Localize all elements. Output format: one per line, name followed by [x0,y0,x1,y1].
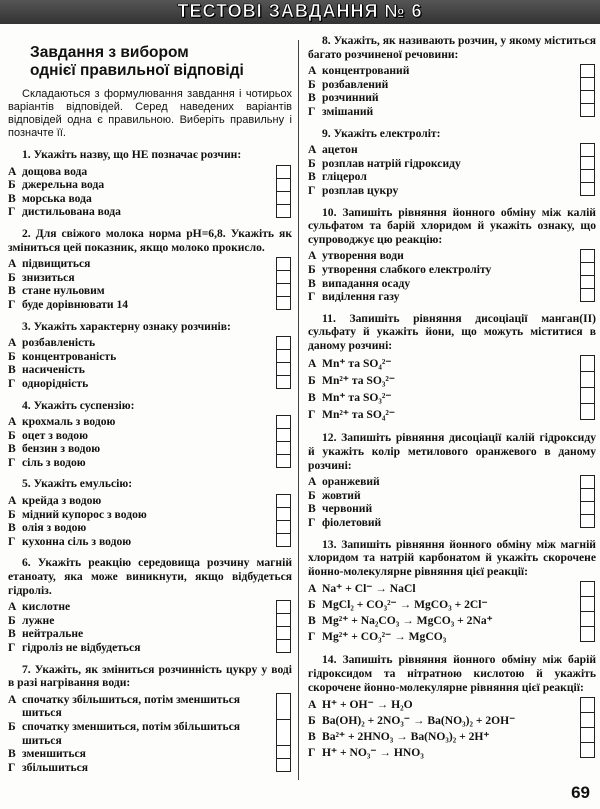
question-text: 6. Укажіть реакцію середовища розчину магній етаноату, яка може виникнути, якщо відбудеться гідроліз. [8,556,292,597]
answer-checkbox-a[interactable] [276,600,291,614]
answer-checkbox-d[interactable] [276,639,291,653]
question-2 [8,227,292,312]
section-intro: Складаються з формулювання завдання і чотирьох варіантів відповідей. Серед наведених варіантів відповідей одна є правильною. Виберіть правильну і позначте її. [8,88,292,139]
answer-checkbox-d[interactable] [276,454,291,468]
answer-checkbox-d[interactable] [580,742,595,758]
question-12 [308,431,596,529]
answer-option-d: Г сіль з водою [8,455,86,469]
answer-checkbox-d[interactable] [580,288,595,302]
answer-checkbox-d[interactable] [580,103,595,117]
answer-checkbox-a[interactable] [276,494,291,508]
answer-option-a: А ацетон [308,143,358,157]
question-text: 12. Запишіть рівняння дисоціації калій гідроксиду й укажіть колір метилового оранжевого в даному розчині: [308,431,596,472]
question-1 [8,148,292,219]
answer-option-b: Б Mn²⁺ та SO₃²⁻ [308,374,395,388]
answer-checkbox-a[interactable] [276,257,291,271]
answer-checkbox-a[interactable] [580,697,595,713]
answer-option-d: Г змішаний [308,104,374,118]
answer-checkbox-d[interactable] [276,758,291,772]
answer-option-b: Б Ba(OH)₂ + 2NO₃⁻ → Ba(NO₃)₂ + 2OH⁻ [308,714,516,728]
answer-checkbox-b[interactable] [580,596,595,612]
answer-checkbox-c[interactable] [580,501,595,515]
answer-checkbox-c[interactable] [276,362,291,376]
answer-option-d: Г буде дорівнювати 14 [8,297,129,311]
question-text: 14. Запишіть рівняння йонного обміну між барій гідроксидом та нітратною кислотою й укажіть скорочене йонно-молекулярне рівняння цієї реакції: [308,653,596,694]
answer-checkbox-b[interactable] [580,712,595,728]
answer-checkbox-d[interactable] [580,514,595,528]
answer-checkbox-b[interactable] [580,488,595,502]
answer-option-b: Б знизиться [8,270,75,284]
answer-option-d: Г Mg²⁺ + CO₃²⁻ → MgCO₃ [308,630,447,644]
answer-option-b: Б мідний купорос з водою [8,507,147,521]
answer-checkbox-a[interactable] [580,64,595,78]
answer-checkbox-b[interactable] [276,507,291,521]
answer-checkbox-a[interactable] [580,249,595,263]
answer-option-c: В червоний [308,502,373,516]
answer-option-d: Г виділення газу [308,290,400,304]
question-text: 10. Запишіть рівняння йонного обміну між калій сульфатом та барій хлоридом й укажіть ознаку, що супроводжує цю реакцію: [308,205,596,246]
answer-checkbox-c[interactable] [276,626,291,640]
page-title: ТЕСТОВІ ЗАВДАННЯ № 6 [177,1,423,21]
answer-option-d: Г розплав цукру [308,183,399,197]
answer-checkbox-a[interactable] [580,143,595,157]
answer-option-b: Б лужне [8,613,55,627]
answer-checkbox-c[interactable] [276,441,291,455]
question-5 [8,477,292,548]
answer-option-c: В розчинний [308,91,379,105]
answer-checkbox-c[interactable] [580,727,595,743]
page-number: 69 [571,783,590,802]
answer-option-d: Г фіолетовий [308,516,382,530]
answer-option-a: А розбавленість [8,336,96,350]
question-6 [8,556,292,654]
answer-option-a: А Na⁺ + Cl⁻ → NaCl [308,582,416,596]
answer-option-c: В Mg²⁺ + Na₂CO₃ → MgCO₃ + 2Na⁺ [308,614,493,628]
question-10 [308,206,596,304]
answer-checkbox-b[interactable] [580,77,595,91]
answer-checkbox-b[interactable] [276,270,291,284]
question-4 [8,399,292,470]
question-text: 8. Укажіть, як називають розчин, у якому міститься багато розчиненої речовини: [308,34,596,61]
answer-option-a: А концентрований [308,64,410,78]
answer-option-b: Б MgCl₂ + CO₃²⁻ → MgCO₃ + 2Cl⁻ [308,598,488,612]
question-13 [308,538,596,646]
section-title: Завдання з вибором однієї правильної відповіді [30,44,244,79]
answer-option-d: Г H⁺ + NO₃⁻ → HNO₃ [308,746,424,760]
answer-checkbox-d[interactable] [276,204,291,218]
answer-option-b: Б розбавлений [308,77,389,91]
answer-checkbox-d[interactable] [276,375,291,389]
answer-option-a: А кислотне [8,600,71,614]
answer-option-c: В Ba²⁺ + 2HNO₃ → Ba(NO₃)₂ + 2H⁺ [308,730,490,744]
answer-checkbox-c[interactable] [580,387,595,404]
answer-checkbox-d[interactable] [276,296,291,310]
right-column [308,34,596,769]
question-text: 13. Запишіть рівняння йонного обміну між магній хлоридом та натрій карбонатом й укажіть скорочене йонно-молекулярне рівняння цієї реакції: [308,537,596,578]
answer-checkbox-c[interactable] [276,745,291,759]
answer-checkbox-a[interactable] [276,693,291,720]
question-text: 9. Укажіть електроліт: [322,126,441,140]
answer-option-d: Г гідроліз не відбудеться [8,641,141,654]
answer-option-d: Г кухонна сіль з водою [8,534,132,548]
question-text: 4. Укажіть суспензію: [22,398,135,412]
answer-checkbox-d[interactable] [580,182,595,196]
question-text: 7. Укажіть, як зміниться розчинність цукру у воді в разі нагрівання води: [8,662,292,690]
answer-option-b: Б утворення слабкого електроліту [308,262,492,276]
answer-option-a: А крейда з водою [8,494,102,508]
answer-checkbox-a[interactable] [580,475,595,489]
column-divider [298,40,299,780]
question-text: 2. Для свіжого молока норма pH=6,8. Укажіть як зміниться цей показник, якщо молоко прокисло. [8,226,292,254]
question-text: 5. Укажіть емульсію: [22,477,133,491]
question-text: 1. Укажіть назву, що НЕ позначає розчин: [22,148,242,161]
answer-checkbox-c[interactable] [580,90,595,104]
answer-option-b: Б розплав натрій гідроксиду [308,156,461,170]
answer-option-d: Г збільшиться [8,760,89,774]
answer-option-c: В Mn⁺ та SO₃²⁻ [308,391,392,405]
answer-option-d: Г однорідність [8,376,89,390]
answer-checkbox-b[interactable] [580,262,595,276]
answer-option-c: В олія з водою [8,521,87,535]
answer-option-c: В гліцерол [308,170,367,184]
question-14 [308,653,596,761]
answer-checkbox-c[interactable] [276,191,291,205]
answer-checkbox-d[interactable] [580,626,595,642]
answer-option-a: А спочатку збільшиться, потім зменшиться шиться [8,692,241,720]
question-text: 11. Запишіть рівняння дисоціації манган(II) сульфату й укажіть йони, що можуть міститися в даному розчині: [308,311,596,352]
answer-checkbox-c[interactable] [276,283,291,297]
answer-option-a: А H⁺ + OH⁻ → H₂O [308,698,413,712]
left-column [8,34,292,782]
answer-checkbox-a[interactable] [580,581,595,597]
question-text: 3. Укажіть характерну ознаку розчинів: [22,319,231,333]
question-3 [8,320,292,391]
answer-checkbox-a[interactable] [276,165,291,179]
answer-option-b: Б джерельна вода [8,178,105,192]
answer-checkbox-a[interactable] [276,336,291,350]
answer-option-c: В насиченість [8,363,85,377]
answer-checkbox-b[interactable] [276,613,291,627]
answer-option-a: А дощова вода [8,164,88,178]
question-8 [308,34,596,119]
answer-option-a: А крохмаль з водою [8,415,116,429]
question-11 [308,312,596,424]
answer-option-c: В стане нульовим [8,284,105,298]
answer-checkbox-c[interactable] [580,611,595,627]
answer-option-c: В нейтральне [8,627,84,641]
answer-option-c: В випадання осаду [308,276,411,290]
answer-option-a: А утворення води [308,249,404,263]
answer-checkbox-a[interactable] [276,415,291,429]
answer-option-d: Г дистильована вода [8,205,121,219]
question-7 [8,663,292,775]
answer-option-b: Б концентрованість [8,349,117,363]
answer-option-a: А підвищиться [8,257,91,271]
answer-checkbox-d[interactable] [276,533,291,547]
answer-checkbox-b[interactable] [276,719,291,746]
answer-checkbox-c[interactable] [580,275,595,289]
answer-option-a: А Mn⁺ та SO₄²⁻ [308,357,392,371]
answer-option-b: Б жовтий [308,488,361,502]
answer-checkbox-b[interactable] [580,371,595,388]
answer-checkbox-b[interactable] [276,349,291,363]
answer-checkbox-b[interactable] [276,178,291,192]
answer-option-c: В зменшиться [8,747,86,761]
answer-checkbox-b[interactable] [580,156,595,170]
answer-checkbox-a[interactable] [580,355,595,372]
answer-option-c: В бензин з водою [8,442,101,456]
answer-option-c: В морська вода [8,191,92,205]
answer-option-b: Б спочатку зменшиться, потім збільшиться шиться [8,719,241,747]
answer-checkbox-b[interactable] [276,428,291,442]
answer-checkbox-c[interactable] [276,520,291,534]
answer-checkbox-c[interactable] [580,169,595,183]
question-9 [308,127,596,198]
answer-option-a: А оранжевий [308,475,380,489]
answer-option-b: Б оцет з водою [8,428,88,442]
answer-option-d: Г Mn²⁺ та SO₄²⁻ [308,408,395,422]
answer-checkbox-d[interactable] [580,403,595,420]
